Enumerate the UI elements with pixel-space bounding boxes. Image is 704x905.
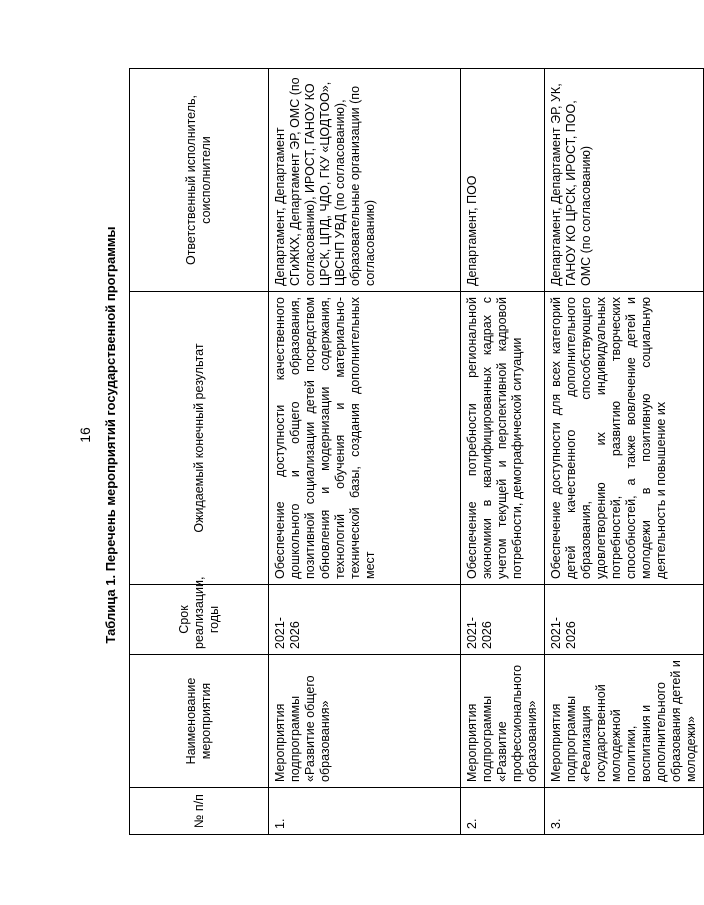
header-name: Наименование мероприятия	[130, 655, 269, 788]
row-executors: Департамент, Департамент СГиЖКХ, Департамент ЭР, ОМС (по согласованию), ИРОСТ, ГАНОУ КО ЦРСК, ЦПД, ЧДО, ГКУ «ЦОДТОО», ЦВСНП УВД (по согласованию), образовательные организации (по согласованию)	[269, 69, 461, 292]
row-number: 1.	[269, 788, 461, 835]
row-number: 2.	[461, 788, 545, 835]
row-result: Обеспечение потребности региональной экономики в квалифицированных кадрах с учетом текущей и перспективной кадровой потребности, демографической ситуации	[461, 292, 545, 585]
row-period: 2021-2026	[269, 585, 461, 655]
row-name: Мероприятия подпрограммы «Развитие профессионального образования»	[461, 655, 545, 788]
table-caption: Таблица 1. Перечень мероприятий государственной программы	[103, 226, 118, 644]
row-result: Обеспечение доступности качественного дошкольного и общего образования, позитивной социализации детей посредством обновления и модернизации содержания, технологий обучения и материально-технической базы, создания дополнительных мест	[269, 292, 461, 585]
header-period: Срок реализации, годы	[130, 585, 269, 655]
table-row	[269, 69, 461, 835]
row-period: 2021-2026	[461, 585, 545, 655]
table-row	[461, 69, 545, 835]
row-executors: Департамент, ПОО	[461, 69, 545, 292]
table-header-row	[130, 69, 269, 835]
row-period: 2021-2026	[545, 585, 704, 655]
row-number: 3.	[545, 788, 704, 835]
rotated-page-content	[77, 35, 698, 835]
row-name: Мероприятия подпрограммы «Развитие общего образования»	[269, 655, 461, 788]
page-number: 16	[77, 427, 93, 443]
header-result: Ожидаемый конечный результат	[130, 292, 269, 585]
header-number: № п/п	[130, 788, 269, 835]
row-name: Мероприятия подпрограммы «Реализация государственной молодежной политики, воспитания и дополнительного образования детей и молодежи»	[545, 655, 704, 788]
row-result: Обеспечение доступности для всех категорий детей качественного дополнительного образования, способствующего удовлетворению их индивидуальных потребностей, развитию творческих способностей, а также вовлечение детей и молодежи в позитивную социальную деятельность и повышение их	[545, 292, 704, 585]
row-executors: Департамент, Департамент ЭР, УК, ГАНОУ КО ЦРСК, ИРОСТ, ПОО, ОМС (по согласованию)	[545, 69, 704, 292]
table-row	[545, 69, 704, 835]
header-executors: Ответственный исполнитель, соисполнители	[130, 69, 269, 292]
measures-table	[129, 68, 704, 835]
